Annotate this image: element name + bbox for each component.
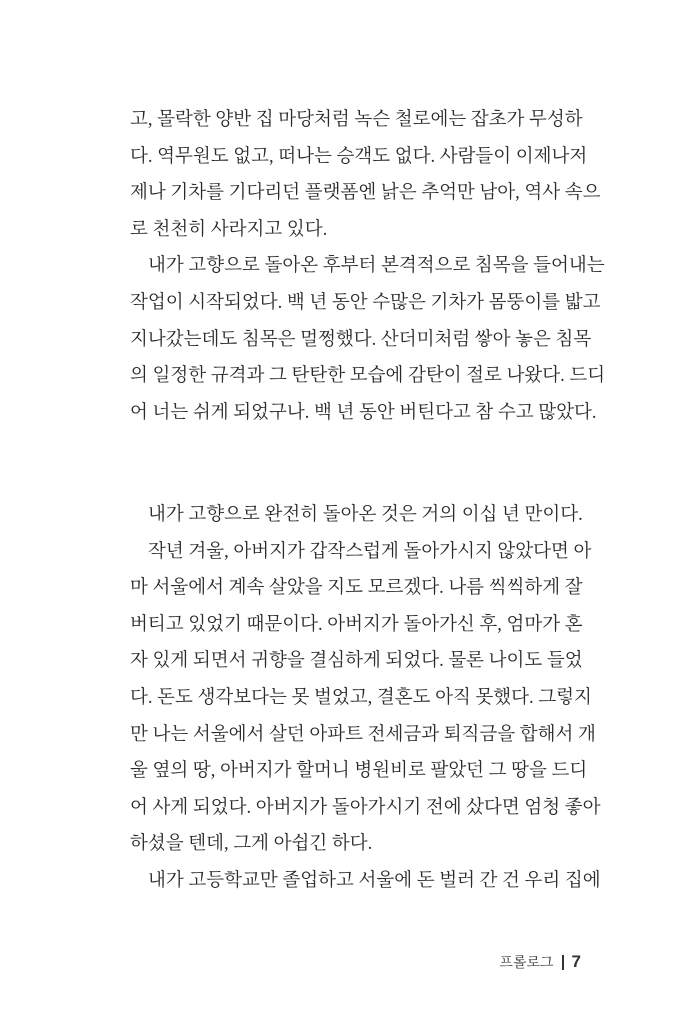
text-line: 다. 역무원도 없고, 떠나는 승객도 없다. 사람들이 이제나저 <box>130 146 588 167</box>
page-footer <box>499 952 581 972</box>
text-line: 의 일정한 규격과 그 탄탄한 모습에 감탄이 절로 나왔다. 드디 <box>130 366 606 387</box>
text-line: 로 천천히 사라지고 있다. <box>130 219 328 240</box>
text-line: 만 나는 서울에서 살던 아파트 전세금과 퇴직금을 합해서 개 <box>130 724 596 745</box>
section-title: 프롤로그 <box>499 954 554 970</box>
text-line: 고, 몰락한 양반 집 마당처럼 녹슨 철로에는 잡초가 무성하 <box>130 110 583 130</box>
text-line: 내가 고향으로 완전히 돌아온 것은 거의 이십 년 만이다. <box>148 505 583 525</box>
text-line: 마 서울에서 계속 살았을 지도 모르겠다. 나름 씩씩하게 잘 <box>130 578 583 599</box>
text-line: 어 너는 쉬게 되었구나. 백 년 동안 버틴다고 참 수고 많았다. <box>130 402 597 423</box>
page-number: 7 <box>571 952 581 971</box>
text-line: 내가 고등학교만 졸업하고 서울에 돈 벌러 간 건 우리 집에 <box>148 870 601 891</box>
text-line: 작년 겨울, 아버지가 갑작스럽게 돌아가시지 않았다면 아 <box>148 541 592 562</box>
text-line: 자 있게 되면서 귀향을 결심하게 되었다. 물론 나이도 들었 <box>130 651 583 672</box>
text-line: 작업이 시작되었다. 백 년 동안 수많은 기차가 몸뚱이를 밟고 <box>130 292 601 313</box>
paragraph-block-2 <box>130 497 601 900</box>
text-line: 지나갔는데도 침목은 멀쩡했다. 산더미처럼 쌓아 놓은 침목 <box>130 329 592 350</box>
text-line: 버티고 있었기 때문이다. 아버지가 돌아가신 후, 엄마가 혼 <box>130 614 583 635</box>
text-line: 울 옆의 땅, 아버지가 할머니 병원비로 팔았던 그 땅을 드디 <box>130 761 588 782</box>
text-line: 하셨을 텐데, 그게 아쉽긴 하다. <box>130 834 373 855</box>
footer-divider <box>562 955 564 970</box>
text-line: 내가 고향으로 돌아온 후부터 본격적으로 침목을 들어내는 <box>148 256 605 277</box>
text-line: 어 사게 되었다. 아버지가 돌아가시기 전에 샀다면 엄청 좋아 <box>130 797 601 818</box>
text-line: 다. 돈도 생각보다는 못 벌었고, 결혼도 아직 못했다. 그렇지 <box>130 687 592 708</box>
text-line: 제나 기차를 기다리던 플랫폼엔 낡은 추억만 남아, 역사 속으 <box>130 183 601 204</box>
paragraph-block-1 <box>130 102 606 431</box>
